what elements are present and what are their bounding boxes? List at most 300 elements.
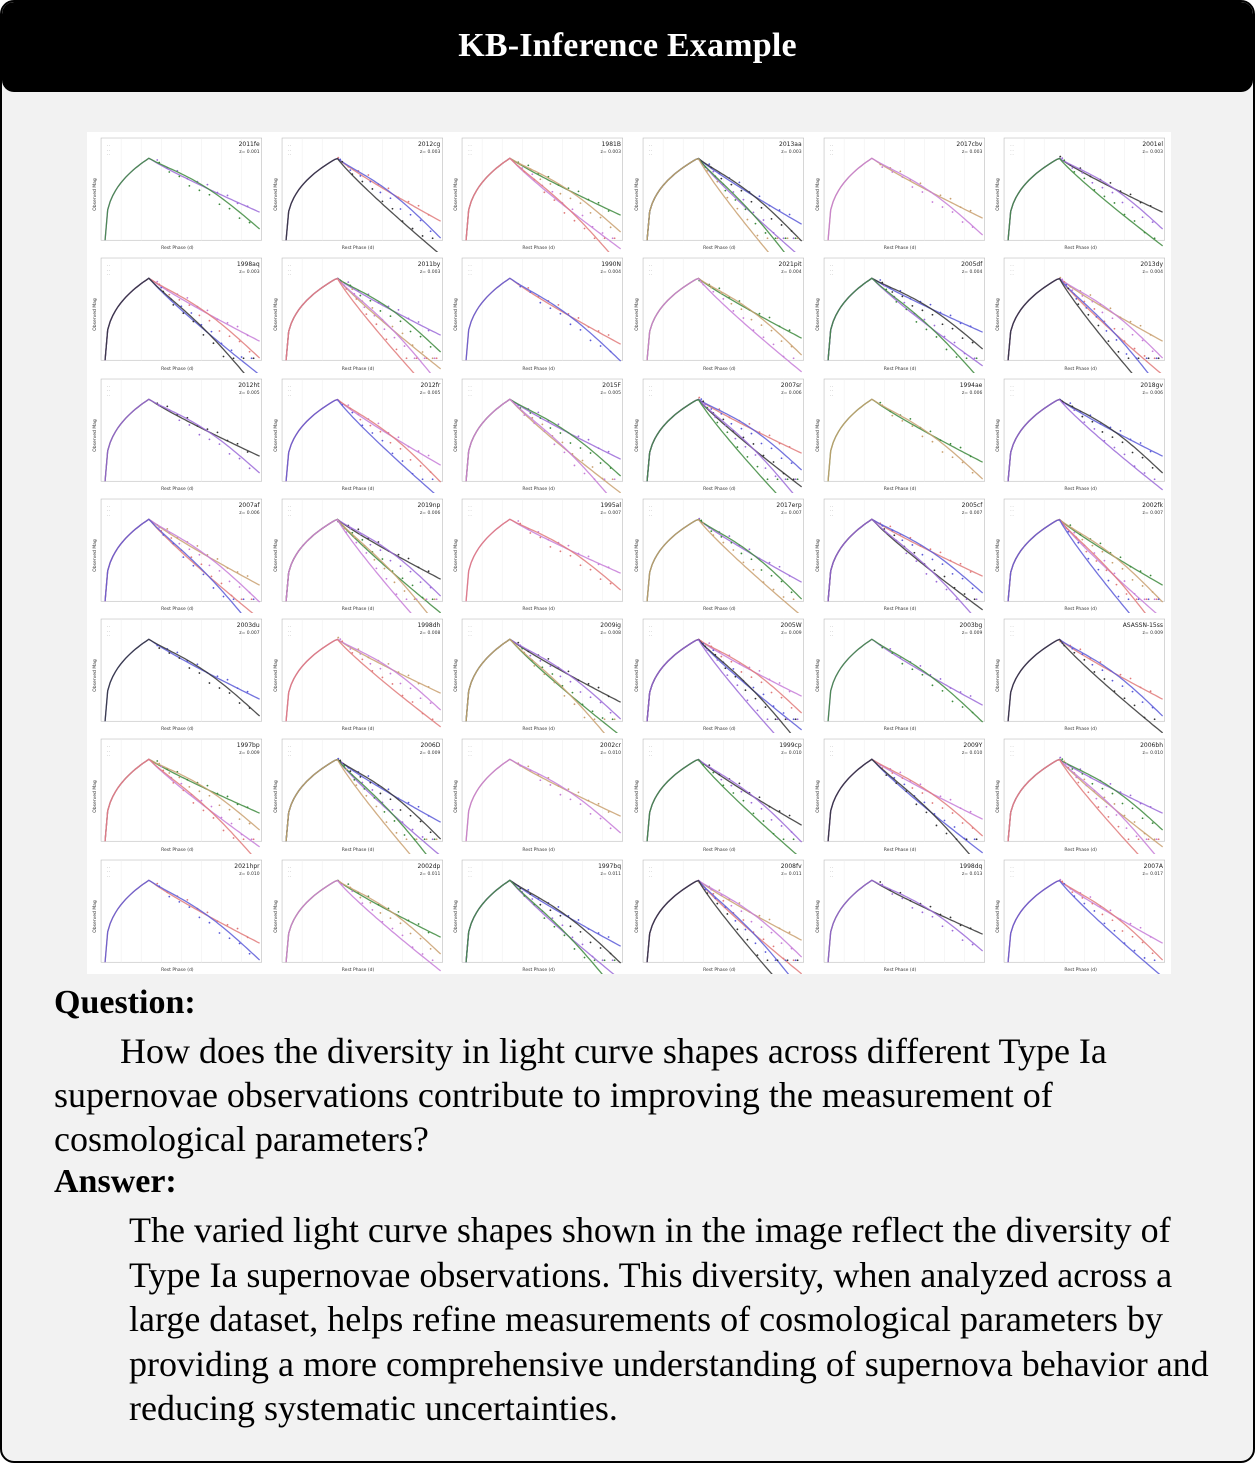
observation-point (1064, 645, 1066, 647)
observation-point (1158, 839, 1160, 841)
observation-point (361, 539, 363, 541)
observation-point (608, 334, 610, 336)
supernova-redshift: z= 0.006 (1142, 390, 1163, 396)
observation-point (598, 447, 600, 449)
observation-point (560, 313, 562, 315)
light-curve-panel (87, 854, 268, 974)
supernova-redshift: z= 0.005 (239, 390, 260, 396)
observation-point (564, 212, 566, 214)
observation-point (730, 542, 732, 544)
observation-point (1116, 339, 1118, 341)
observation-point (1144, 833, 1146, 835)
observation-point (411, 946, 413, 948)
observation-point (909, 298, 911, 300)
light-curve-line (286, 279, 441, 361)
light-curve-panel (629, 613, 810, 733)
observation-point (1112, 318, 1114, 320)
x-axis-label: Rest Phase (d) (1064, 486, 1097, 492)
supernova-redshift: z= 0.007 (600, 510, 621, 516)
observation-point (604, 718, 606, 720)
observation-point (698, 396, 700, 398)
observation-point (959, 206, 961, 208)
observation-point (732, 668, 734, 670)
observation-point (241, 598, 243, 600)
observation-point (219, 330, 221, 332)
observation-point (409, 932, 411, 934)
observation-point (767, 718, 769, 720)
observation-point (389, 316, 391, 318)
observation-point (574, 948, 576, 950)
observation-point (550, 427, 552, 429)
observation-point (741, 427, 743, 429)
panel-legend: · · · · · · (1010, 865, 1014, 879)
y-axis-label: Observed Mag (996, 659, 1002, 693)
observation-point (367, 776, 369, 778)
observation-point (973, 598, 975, 600)
light-curve-line (105, 760, 260, 854)
observation-point (1074, 171, 1076, 173)
observation-point (375, 806, 377, 808)
y-axis-label: Observed Mag (996, 418, 1002, 452)
supernova-name: 2002dp (417, 862, 441, 870)
observation-point (341, 762, 343, 764)
observation-point (530, 532, 532, 534)
observation-point (166, 405, 168, 407)
observation-point (1148, 839, 1150, 841)
observation-point (771, 692, 773, 694)
observation-point (401, 577, 403, 579)
observation-point (381, 677, 383, 679)
observation-point (785, 478, 787, 480)
observation-point (351, 173, 353, 175)
observation-point (542, 423, 544, 425)
observation-point (570, 925, 572, 927)
observation-point (600, 818, 602, 820)
observation-point (797, 959, 799, 961)
observation-point (1130, 922, 1132, 924)
observation-point (359, 418, 361, 420)
observation-point (600, 947, 602, 949)
observation-point (1092, 545, 1094, 547)
x-axis-label: Rest Phase (d) (703, 486, 736, 492)
observation-point (901, 420, 903, 422)
observation-point (953, 827, 955, 829)
observation-point (1096, 316, 1098, 318)
light-curve-line (1008, 399, 1163, 481)
observation-point (734, 199, 736, 201)
observation-point (728, 535, 730, 537)
observation-point (1124, 815, 1126, 817)
observation-point (793, 959, 795, 961)
observation-point (949, 315, 951, 317)
supernova-redshift: z= 0.009 (419, 751, 441, 757)
observation-point (710, 530, 712, 532)
light-curve-panel (810, 252, 991, 372)
observation-point (602, 959, 604, 961)
observation-point (233, 358, 235, 360)
observation-point (417, 321, 419, 323)
observation-point (726, 913, 728, 915)
observation-point (789, 931, 791, 933)
observation-point (199, 315, 201, 317)
y-axis-label: Observed Mag (815, 900, 821, 933)
supernova-name: 1994ae (959, 381, 983, 389)
supernova-redshift: z= 0.011 (419, 871, 441, 877)
observation-point (1060, 156, 1062, 158)
light-curve-panel (268, 373, 449, 493)
observation-point (961, 578, 963, 580)
observation-point (379, 549, 381, 551)
observation-point (199, 672, 201, 674)
observation-point (931, 803, 933, 805)
panel-legend: · · · · · · (107, 144, 111, 157)
observation-point (925, 812, 927, 814)
observation-point (413, 358, 415, 360)
observation-point (1062, 279, 1064, 281)
observation-point (582, 943, 584, 945)
light-curve-panel (990, 252, 1171, 372)
light-curve-line (286, 880, 441, 962)
light-curve-line (828, 519, 983, 601)
observation-point (1074, 895, 1076, 897)
observation-point (592, 226, 594, 228)
observation-point (532, 173, 534, 175)
observation-point (588, 199, 590, 201)
supernova-name: 2011by (417, 261, 441, 269)
observation-point (431, 237, 433, 239)
observation-point (227, 924, 229, 926)
light-curve-panel (448, 733, 629, 853)
light-curve-line (105, 519, 260, 602)
light-curve-line (647, 760, 802, 854)
supernova-name: 2002fk (1142, 501, 1163, 509)
observation-point (734, 676, 736, 678)
observation-point (943, 820, 945, 822)
observation-point (965, 598, 967, 600)
observation-point (231, 594, 233, 596)
light-curve-line (286, 279, 441, 361)
observation-point (247, 691, 249, 693)
observation-point (1136, 358, 1138, 360)
observation-point (604, 237, 606, 239)
observation-point (359, 175, 361, 177)
supernova-name: 2017cbv (956, 141, 983, 148)
observation-point (600, 462, 602, 464)
observation-point (421, 713, 423, 715)
observation-point (209, 795, 211, 797)
observation-point (604, 478, 606, 480)
observation-point (213, 817, 215, 819)
observation-point (1102, 551, 1104, 553)
y-axis-label: Observed Mag (92, 178, 98, 211)
observation-point (730, 184, 732, 186)
light-curve-line (1008, 279, 1163, 373)
observation-point (570, 198, 572, 200)
light-curve-line (466, 158, 621, 252)
observation-point (765, 467, 767, 469)
observation-point (975, 598, 977, 600)
observation-point (393, 581, 395, 583)
observation-point (1146, 358, 1148, 360)
observation-point (1072, 405, 1074, 407)
observation-point (945, 588, 947, 590)
panel-legend: · · · · · · (468, 625, 472, 639)
panel-legend: · · · · · · (287, 504, 291, 518)
observation-point (614, 718, 616, 720)
observation-point (1112, 562, 1114, 564)
observation-point (1092, 783, 1094, 785)
observation-point (931, 685, 933, 687)
supernova-name: 2005df (961, 261, 983, 269)
observation-point (1138, 598, 1140, 600)
light-curve-panel (87, 252, 268, 372)
observation-point (1156, 358, 1158, 360)
observation-point (201, 563, 203, 565)
observation-point (365, 795, 367, 797)
observation-point (1116, 584, 1118, 586)
observation-point (791, 591, 793, 593)
observation-point (931, 558, 933, 560)
supernova-name: 2021pit (778, 261, 802, 269)
observation-point (959, 563, 961, 565)
observation-point (1156, 598, 1158, 600)
panel-legend: · · · · · · (649, 504, 653, 518)
light-curve-line (647, 279, 802, 361)
observation-point (933, 569, 935, 571)
observation-point (387, 187, 389, 189)
observation-point (365, 313, 367, 315)
light-curve-panel (448, 613, 629, 733)
observation-point (710, 167, 712, 169)
observation-point (931, 314, 933, 316)
observation-point (702, 764, 704, 766)
observation-point (710, 408, 712, 410)
observation-point (1092, 420, 1094, 422)
question-text: How does the diversity in light curve shapes across different Type Ia supernovae observations contribute to improving the measurement of cosmological parameters? (54, 1031, 1107, 1159)
observation-point (379, 793, 381, 795)
observation-point (919, 182, 921, 184)
y-axis-label: Observed Mag (92, 539, 98, 572)
observation-point (921, 674, 923, 676)
observation-point (971, 712, 973, 714)
observation-point (736, 684, 738, 686)
observation-point (751, 676, 753, 678)
observation-point (751, 802, 753, 804)
light-curve-line (647, 760, 802, 842)
observation-point (736, 446, 738, 448)
observation-point (747, 456, 749, 458)
observation-point (229, 336, 231, 338)
observation-point (522, 648, 524, 650)
observation-point (765, 232, 767, 234)
observation-point (584, 956, 586, 958)
light-curve-line (105, 279, 260, 361)
supernova-redshift: z= 0.010 (600, 751, 621, 757)
observation-point (923, 802, 925, 804)
observation-point (227, 322, 229, 324)
observation-point (1118, 351, 1120, 353)
observation-point (564, 695, 566, 697)
observation-point (769, 434, 771, 436)
observation-point (415, 598, 417, 600)
observation-point (965, 839, 967, 841)
observation-point (411, 829, 413, 831)
observation-point (1150, 936, 1152, 938)
observation-point (1154, 839, 1156, 841)
light-curve-panel (448, 493, 629, 613)
observation-point (425, 358, 427, 360)
observation-point (369, 424, 371, 426)
observation-point (959, 446, 961, 448)
observation-point (773, 344, 775, 346)
observation-point (961, 461, 963, 463)
supernova-name: 1998dq (959, 862, 983, 870)
observation-point (610, 712, 612, 714)
observation-point (168, 772, 170, 774)
observation-point (759, 431, 761, 433)
observation-point (582, 459, 584, 461)
observation-point (409, 571, 411, 573)
observation-point (753, 211, 755, 213)
observation-point (188, 548, 190, 550)
panel-legend: · · · · · · (649, 384, 653, 398)
observation-point (959, 808, 961, 810)
observation-point (939, 194, 941, 196)
observation-point (781, 697, 783, 699)
supernova-redshift: z= 0.007 (781, 510, 802, 516)
panel-legend: · · · · · · (829, 264, 833, 278)
supernova-name: 2001el (1142, 141, 1163, 148)
observation-point (554, 926, 556, 928)
observation-point (763, 694, 765, 696)
observation-point (582, 704, 584, 706)
supernova-redshift: z= 0.013 (961, 871, 983, 877)
observation-point (421, 953, 423, 955)
observation-point (199, 916, 201, 918)
observation-point (188, 305, 190, 307)
observation-point (712, 534, 714, 536)
observation-point (730, 303, 732, 305)
observation-point (1110, 182, 1112, 184)
x-axis-label: Rest Phase (d) (341, 847, 375, 853)
observation-point (941, 451, 943, 453)
observation-point (574, 220, 576, 222)
observation-point (747, 939, 749, 941)
supernova-redshift: z= 0.009 (781, 631, 802, 637)
observation-point (253, 598, 255, 600)
observation-point (584, 472, 586, 474)
panel-legend: · · · · · · (1010, 745, 1014, 759)
observation-point (353, 293, 355, 295)
observation-point (919, 784, 921, 786)
observation-point (1146, 598, 1148, 600)
panel-legend: · · · · · · (649, 264, 653, 278)
observation-point (209, 320, 211, 322)
observation-point (1104, 196, 1106, 198)
observation-point (757, 465, 759, 467)
observation-point (881, 404, 883, 406)
panel-legend: · · · · · · (107, 384, 111, 398)
observation-point (186, 178, 188, 180)
observation-point (1090, 294, 1092, 296)
observation-point (775, 475, 777, 477)
y-axis-label: Observed Mag (454, 298, 460, 332)
observation-point (223, 356, 225, 358)
supernova-redshift: z= 0.010 (781, 751, 802, 757)
observation-point (349, 285, 351, 287)
light-curve-line (286, 399, 441, 482)
observation-point (743, 317, 745, 319)
observation-point (1122, 685, 1124, 687)
observation-point (1154, 358, 1156, 360)
observation-point (429, 702, 431, 704)
x-axis-label: Rest Phase (d) (703, 967, 736, 973)
light-curve-panel (990, 132, 1171, 252)
observation-point (1152, 823, 1154, 825)
observation-point (710, 646, 712, 648)
observation-point (767, 478, 769, 480)
observation-point (431, 598, 433, 600)
observation-point (971, 471, 973, 473)
observation-point (779, 811, 781, 813)
observation-point (612, 237, 614, 239)
observation-point (939, 913, 941, 915)
observation-point (787, 959, 789, 961)
observation-point (351, 289, 353, 291)
observation-point (407, 802, 409, 804)
observation-point (1110, 308, 1112, 310)
observation-point (704, 646, 706, 648)
observation-point (738, 783, 740, 785)
observation-point (1098, 569, 1100, 571)
supernova-name: 2007sr (780, 381, 802, 389)
observation-point (783, 356, 785, 358)
observation-point (588, 928, 590, 930)
observation-point (158, 885, 160, 887)
observation-point (560, 794, 562, 796)
observation-point (716, 902, 718, 904)
y-axis-label: Observed Mag (634, 539, 640, 572)
observation-point (520, 286, 522, 288)
x-axis-label: Rest Phase (d) (161, 607, 194, 613)
observation-point (530, 169, 532, 171)
supernova-redshift: z= 0.003 (419, 150, 441, 155)
x-axis-label: Rest Phase (d) (1064, 967, 1097, 973)
observation-point (421, 596, 423, 598)
observation-point (397, 554, 399, 556)
panel-legend: · · · · · · (468, 384, 472, 398)
supernova-redshift: z= 0.005 (600, 390, 621, 396)
observation-point (1108, 341, 1110, 343)
observation-point (186, 779, 188, 781)
observation-point (935, 825, 937, 827)
y-axis-label: Observed Mag (273, 178, 279, 211)
light-curve-figure (87, 132, 1171, 974)
observation-point (1122, 803, 1124, 805)
observation-point (217, 558, 219, 560)
observation-point (1154, 598, 1156, 600)
observation-point (1118, 826, 1120, 828)
observation-point (203, 573, 205, 575)
observation-point (387, 663, 389, 665)
observation-point (598, 687, 600, 689)
observation-point (712, 772, 714, 774)
observation-point (375, 567, 377, 569)
observation-point (237, 804, 239, 806)
observation-point (247, 451, 249, 453)
observation-point (353, 779, 355, 781)
light-curve-line (466, 399, 621, 493)
